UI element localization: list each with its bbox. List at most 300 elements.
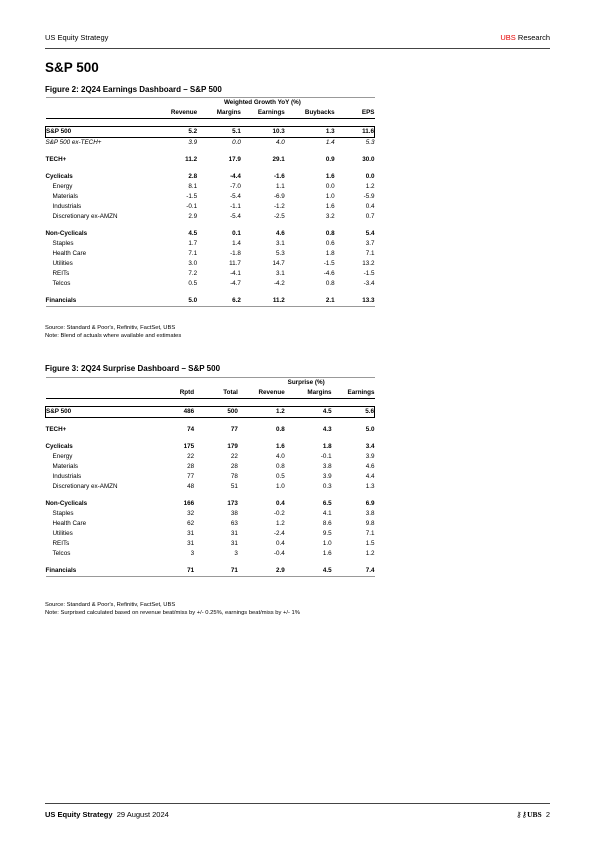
table-cell: 22 [187,453,195,460]
footer-logo: UBS [527,810,542,819]
table-row [46,269,375,279]
table-cell-empty [46,559,151,566]
table-cell: Non-Cyclicals [45,230,88,237]
table-row [46,249,375,259]
header-brand-ubs: UBS [500,33,516,42]
table-cell: S&P 500 ex-TECH+ [45,139,102,146]
figure3-source: Source: Standard & Poor's, Refinitiv, FactSet, UBS [45,602,176,608]
table-cell-empty [46,492,151,499]
table-cell: 71 [194,566,238,577]
page-header [45,33,550,49]
table-cell: 4.0 [276,139,285,146]
table-cell: Total [194,388,238,399]
table-cell: 166 [183,500,195,507]
table-cell: Revenue [150,108,197,119]
table-cell: -2.5 [273,213,285,220]
table-cell: 179 [227,443,238,450]
table-row [46,127,375,138]
table-cell: Cyclicals [45,173,73,180]
table-cell-empty [194,418,238,426]
table-cell: 4.1 [322,510,332,517]
table-cell-empty [285,165,335,172]
figure3-notes [45,601,300,617]
table-cell-empty [335,148,375,155]
table-cell: 51 [230,483,238,490]
table-cell: Telcos [52,550,71,557]
table-row [46,407,375,418]
footer-report-name: US Equity Strategy [45,810,113,819]
table-cell-empty [150,399,194,407]
table-cell: 9.8 [365,520,375,527]
spacer-row [46,222,375,229]
table-cell: 3.2 [325,213,335,220]
table-cell: -0.1 [186,203,198,210]
table-cell: Margins [197,108,241,119]
table-cell: 3.7 [365,240,375,247]
spacer-row [46,148,375,155]
footer-report [45,810,169,819]
table-row [46,192,375,202]
table-cell-empty [194,378,238,389]
ubs-keys-icon: ⚷⚷ [516,810,528,819]
table-cell: Energy [52,183,73,190]
table-row [46,529,375,539]
table-row [46,452,375,462]
column-header-row [46,388,375,399]
table-cell: 0.5 [275,473,285,480]
table-cell: 8.6 [322,520,332,527]
table-cell: 6.2 [197,296,241,307]
table-cell: Earnings [332,388,375,399]
table-cell: Staples [52,240,74,247]
table-cell: 31 [230,530,238,537]
header-brand-research: Research [515,33,550,42]
table-cell: 11.2 [241,296,285,307]
table-cell: 7.2 [188,270,198,277]
table-cell: 3.9 [365,453,375,460]
table-row [46,212,375,222]
page-footer [45,803,550,820]
table-cell: 0.0 [365,173,375,180]
table-cell: 31 [230,540,238,547]
table-cell: 32 [187,510,195,517]
table-cell: -0.2 [273,510,285,517]
table-cell: 30.0 [362,156,375,163]
table-row [46,519,375,529]
table-cell: 0.0 [325,183,335,190]
table-cell: -4.4 [230,173,241,180]
table-cell: 5.1 [197,127,241,138]
table-cell: -4.6 [323,270,335,277]
table-cell: 0.1 [232,230,241,237]
table-cell: 6.5 [322,500,332,507]
table-cell: Utilities [52,530,73,537]
table-cell: 1.5 [365,540,375,547]
table-row [46,182,375,192]
table-cell: -6.9 [273,193,285,200]
table-cell-empty [46,289,151,296]
table-cell: 48 [187,483,195,490]
table-cell-empty [335,165,375,172]
table-cell-empty [46,418,151,426]
table-cell: 1.8 [322,443,332,450]
table-cell: REITs [52,270,70,277]
spacer-row [46,289,375,296]
table-cell: 4.3 [322,426,332,433]
table-cell-empty [285,492,332,499]
table-cell: 77 [187,473,195,480]
table-cell: -1.1 [230,203,241,210]
table-cell: 7.1 [365,250,375,257]
table-cell: 11.2 [185,156,198,163]
table-cell: 71 [150,566,194,577]
table-cell: 1.2 [365,183,375,190]
table-cell: 1.2 [365,550,375,557]
table-cell: 4.4 [365,473,375,480]
figure2-note: Note: Blend of actuals where available and estimates [45,333,182,339]
table-cell: Materials [52,193,79,200]
table-cell-empty [46,119,151,127]
table-cell: 1.6 [325,203,335,210]
figure2-notes [45,324,181,340]
table-cell-empty [285,399,332,407]
table-row [46,279,375,289]
table-cell: 500 [194,407,238,418]
table-cell: Earnings [241,108,285,119]
table-cell: -7.0 [230,183,241,190]
table-cell-empty [150,119,197,127]
table-cell: 0.7 [365,213,375,220]
table-cell: 7.1 [365,530,375,537]
table-cell-empty [241,148,285,155]
table-cell: 13.3 [335,296,375,307]
table-cell: Energy [52,453,73,460]
table-cell: 2.9 [238,566,285,577]
table-cell-empty [241,119,285,127]
table-cell: Surprise (%) [287,379,325,386]
table-cell-empty [335,222,375,229]
table-cell: 77 [230,426,238,433]
table-cell: 1.6 [275,443,285,450]
table-cell: 0.4 [275,540,285,547]
table-cell-empty [197,165,241,172]
table-cell-empty [285,418,332,426]
table-cell: 3.8 [365,510,375,517]
table-cell: 78 [230,473,238,480]
table-cell: 6.9 [365,500,375,507]
table-cell: 175 [183,443,195,450]
table-cell-empty [332,418,375,426]
header-brand [500,33,550,42]
table-cell-empty [194,399,238,407]
table-cell: Utilities [52,260,73,267]
table-cell-empty [238,399,285,407]
table-cell: 3 [234,550,238,557]
table-row [46,566,375,577]
table-cell: 1.6 [322,550,332,557]
table-cell: -5.4 [230,213,241,220]
table-cell-empty [332,435,375,442]
table-cell: 0.0 [232,139,241,146]
table-cell-empty [238,559,285,566]
table-cell-empty [238,435,285,442]
table-cell: 5.6 [332,407,375,418]
table-cell: 5.0 [150,296,197,307]
table-cell: -4.2 [273,280,285,287]
table-cell: -1.2 [273,203,285,210]
table-cell-empty [241,222,285,229]
table-cell: 28 [187,463,195,470]
table-cell: S&P 500 [46,127,151,138]
table-row [46,539,375,549]
group-header-row [46,378,375,389]
table-cell-empty [285,289,335,296]
table-cell-empty [197,148,241,155]
table-cell: -4.7 [230,280,241,287]
table-cell: -1.6 [273,173,285,180]
table-cell: Staples [52,510,74,517]
table-cell: 11.7 [229,260,241,267]
table-cell: Health Care [52,520,87,527]
table-cell: 63 [230,520,238,527]
table-cell: 0.8 [325,280,335,287]
table-row [46,202,375,212]
table-cell: Financials [46,566,151,577]
table-cell: Materials [52,463,79,470]
table-cell: 1.0 [275,483,285,490]
table-cell-empty [238,418,285,426]
table-cell: 0.9 [325,156,335,163]
table-cell: 10.3 [241,127,285,138]
table-cell: 62 [187,520,195,527]
table-cell: 5.3 [276,250,285,257]
table-cell: -3.4 [363,280,375,287]
table-cell: 5.4 [365,230,375,237]
table-cell-empty [241,289,285,296]
table-row [46,499,375,509]
table-cell: 13.2 [362,260,375,267]
table-cell: 1.0 [325,193,335,200]
footer-date: 29 August 2024 [116,810,169,819]
table-cell-empty [46,399,151,407]
group-header-row [46,98,375,109]
table-cell: 4.5 [285,566,332,577]
table-cell: 1.0 [322,540,332,547]
table-cell-empty [335,119,375,127]
table-row [46,425,375,435]
table-cell: -4.1 [230,270,241,277]
table-cell: 3.4 [365,443,375,450]
table-cell: -5.9 [363,193,375,200]
table-cell: 31 [187,540,195,547]
spacer-row [46,435,375,442]
table-cell: Discretionary ex-AMZN [52,213,118,220]
table-cell: Margins [285,388,332,399]
table-cell-empty [46,378,151,389]
table-cell-empty [150,165,197,172]
table-row [46,442,375,452]
table-row [46,239,375,249]
table-cell: 29.1 [272,156,285,163]
table-cell: REITs [52,540,70,547]
table-cell: 7.1 [188,250,198,257]
table-cell: -1.5 [323,260,335,267]
table-cell-empty [197,222,241,229]
table-cell: S&P 500 [46,407,151,418]
figure3-table [45,377,375,577]
table-row [46,296,375,307]
table-cell: TECH+ [45,156,67,163]
table-cell-empty [285,559,332,566]
table-cell: 0.6 [325,240,335,247]
table-cell: 3.0 [188,260,198,267]
table-cell: 4.0 [275,453,285,460]
table-cell: 1.3 [285,127,335,138]
table-cell: -2.4 [273,530,285,537]
table-cell-empty [197,289,241,296]
table-cell-empty [150,492,194,499]
table-cell: 7.4 [332,566,375,577]
table-cell: 11.6 [335,127,375,138]
table-cell: 1.3 [365,483,375,490]
table-cell: 2.9 [188,213,198,220]
table-cell: 0.8 [325,230,335,237]
table-cell: Weighted Growth YoY (%) [223,99,301,106]
figure2-source: Source: Standard & Poor's, Refinitiv, FactSet, UBS [45,325,176,331]
table-row [46,549,375,559]
table-cell: Cyclicals [45,443,73,450]
table-cell: EPS [335,108,375,119]
table-row [46,462,375,472]
table-cell: 173 [227,500,238,507]
table-cell-empty [197,119,241,127]
table-cell: Buybacks [285,108,335,119]
table-cell-empty [46,98,151,109]
table-cell: 5.2 [150,127,197,138]
table-cell: 0.4 [275,500,285,507]
figure3-title: Figure 3: 2Q24 Surprise Dashboard – S&P 500 [45,364,221,373]
spacer-row [46,418,375,426]
table-cell: 3.1 [276,270,285,277]
table-cell [46,388,151,399]
table-cell: Industrials [52,203,82,210]
table-cell: 0.5 [188,280,198,287]
table-row [46,155,375,165]
table-cell-empty [238,492,285,499]
table-cell: 1.1 [276,183,285,190]
table-cell: 4.5 [285,407,332,418]
table-cell-empty [332,492,375,499]
table-cell-empty [285,435,332,442]
table-cell-empty [194,492,238,499]
column-header-row [46,108,375,119]
table-cell: Revenue [238,388,285,399]
spacer-row [46,119,375,127]
table-cell: 0.4 [365,203,375,210]
table-cell: -1.5 [186,193,198,200]
table-cell-empty [150,435,194,442]
table-cell-empty [150,222,197,229]
table-cell: Health Care [52,250,87,257]
table-cell: 5.3 [365,139,375,146]
table-cell: Rptd [150,388,194,399]
table-cell: 1.8 [325,250,335,257]
table-cell-empty [46,165,151,172]
table-cell: 9.5 [322,530,332,537]
table-cell: 14.7 [272,260,285,267]
table-cell-empty [150,378,194,389]
table-cell: 3 [190,550,195,557]
table-cell: 1.2 [275,520,285,527]
page-number: 2 [545,810,550,819]
table-cell: 1.6 [325,173,335,180]
table-cell: 4.6 [276,230,285,237]
footer-right [516,810,550,819]
table-cell: 1.4 [325,139,335,146]
table-cell: 3.8 [322,463,332,470]
table-cell: 3.9 [322,473,332,480]
table-cell: 38 [230,510,238,517]
table-cell: 1.2 [238,407,285,418]
table-cell-empty [241,165,285,172]
table-cell: 1.4 [232,240,241,247]
table-cell-empty [46,222,151,229]
table-cell: 4.5 [188,230,198,237]
table-cell-empty [150,559,194,566]
table-cell: Discretionary ex-AMZN [52,483,118,490]
header-report-name: US Equity Strategy [45,33,109,42]
spacer-row [46,399,375,407]
table-cell: 4.6 [365,463,375,470]
table-cell: -0.4 [273,550,285,557]
table-cell: 31 [187,530,195,537]
table-cell-empty [194,559,238,566]
table-cell-empty [194,435,238,442]
table-cell-empty [285,222,335,229]
figure2-table [45,97,375,307]
table-row [46,138,375,149]
table-cell: 74 [187,426,195,433]
table-cell: Industrials [52,473,82,480]
table-row [46,172,375,182]
table-cell: -5.4 [230,193,241,200]
table-cell-empty [335,289,375,296]
table-cell: 3.9 [188,139,198,146]
table-row [46,229,375,239]
table-cell-empty [332,559,375,566]
table-cell: 0.3 [322,483,332,490]
table-cell: 28 [230,463,238,470]
table-cell-empty [150,418,194,426]
table-row [46,259,375,269]
table-cell [46,108,151,119]
table-cell: Financials [46,296,151,307]
table-cell: -0.1 [320,453,332,460]
table-cell: -1.8 [230,250,241,257]
spacer-row [46,492,375,499]
table-cell: 8.1 [188,183,198,190]
table-cell: 17.9 [228,156,241,163]
figure3-note: Note: Surprised calculated based on revenue beat/miss by +/- 0.25%, earnings beat/miss by +/- 1% [45,610,300,616]
table-cell-empty [46,148,151,155]
table-row [46,509,375,519]
table-cell-empty [332,399,375,407]
table-cell-empty [285,119,335,127]
table-cell: 486 [150,407,194,418]
table-cell: Non-Cyclicals [45,500,88,507]
table-cell: 2.8 [188,173,198,180]
spacer-row [46,165,375,172]
